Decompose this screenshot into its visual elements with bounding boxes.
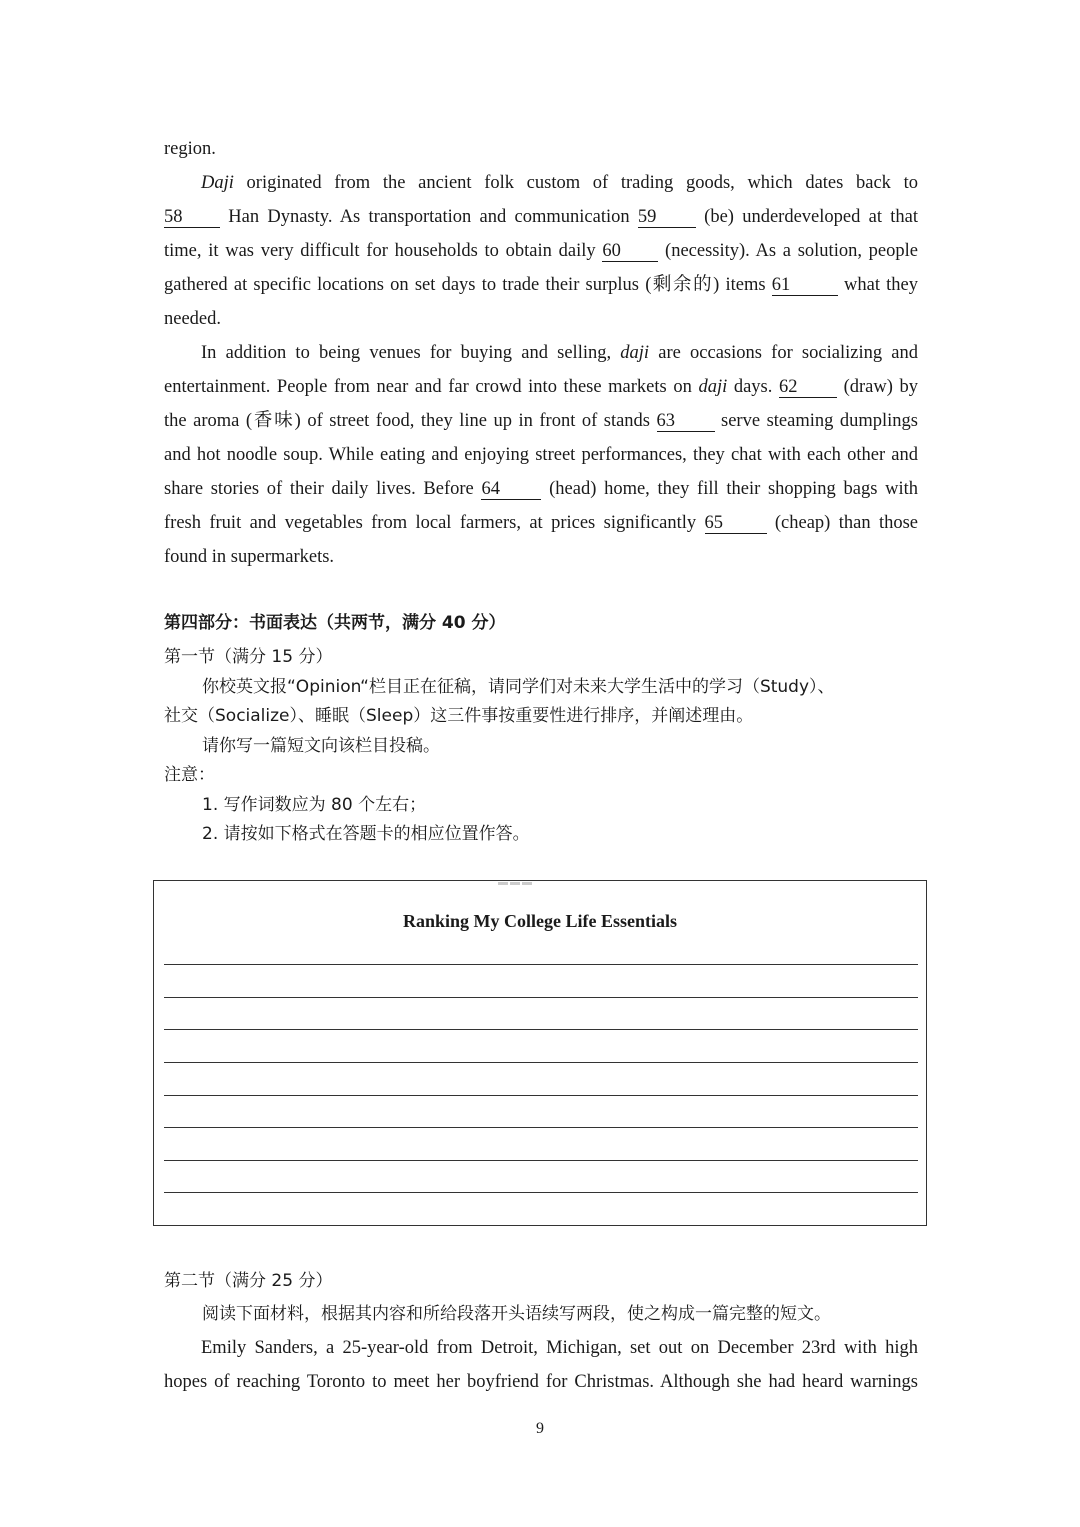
decorative-dots: ▬▬▬ [498, 877, 534, 888]
instruction-line: 阅读下面材料，根据其内容和所给段落开头语续写两段，使之构成一篇完整的短文。 [202, 1304, 831, 1324]
subsection-title: 第一节（满分 15 分） [164, 647, 333, 667]
writing-line [164, 1095, 918, 1096]
note-label: 注意： [164, 765, 215, 785]
writing-line [164, 1192, 918, 1193]
passage-line: found in supermarkets. [164, 547, 335, 567]
passage-line: needed. [164, 309, 222, 329]
blank-59: 59 [638, 207, 696, 228]
answer-box [153, 880, 927, 1226]
emphasis-text: daji [620, 343, 650, 363]
blank-60: 60 [602, 241, 658, 262]
passage-line: fresh fruit and vegetables from local farmers, at prices significantly 65 (cheap) than those [164, 513, 919, 533]
passage-line: entertainment. People from near and far crowd into these markets on daji days. 62 (draw) by [164, 377, 918, 397]
writing-line [164, 997, 918, 998]
blank-61: 61 [772, 275, 838, 296]
blank-63: 63 [657, 411, 715, 432]
instruction-line: 请你写一篇短文向该栏目投稿。 [202, 736, 440, 756]
passage-line: time, it was very difficult for households to obtain daily 60 (necessity). As a solution, people [164, 241, 918, 261]
passage-line: Emily Sanders, a 25-year-old from Detroit, Michigan, set out on December 23rd with high [201, 1338, 918, 1358]
answer-box-title: Ranking My College Life Essentials [402, 911, 677, 931]
blank-65: 65 [705, 513, 767, 534]
writing-line [164, 1062, 918, 1063]
passage-line: region. [164, 139, 216, 159]
section-heading: 第四部分：书面表达（共两节，满分 40 分） [164, 613, 506, 633]
note-item: 2. 请按如下格式在答题卡的相应位置作答。 [202, 824, 530, 844]
passage-line: hopes of reaching Toronto to meet her boyfriend for Christmas. Although she had heard warnings [164, 1372, 918, 1392]
passage-line: and hot noodle soup. While eating and enjoying street performances, they chat with each other and [164, 445, 918, 465]
writing-line [164, 1029, 918, 1030]
instruction-line: 你校英文报“Opinion“栏目正在征稿，请同学们对未来大学生活中的学习（Study）、 [202, 677, 835, 697]
passage-line: Daji originated from the ancient folk custom of trading goods, which dates back to [201, 173, 918, 193]
page-number: 9 [536, 1420, 544, 1437]
passage-line: share stories of their daily lives. Before 64 (head) home, they fill their shopping bags with [164, 479, 918, 499]
blank-64: 64 [481, 479, 541, 500]
blank-62: 62 [779, 377, 837, 398]
note-item: 1. 写作词数应为 80 个左右； [202, 795, 427, 815]
writing-line [164, 1127, 918, 1128]
emphasis-text: daji [698, 377, 728, 397]
passage-line: 58 Han Dynasty. As transportation and communication 59 (be) underdeveloped at that [164, 207, 918, 227]
emphasis-text: Daji [201, 173, 234, 193]
passage-line: the aroma (香味) of street food, they line up in front of stands 63 serve steaming dumplings [164, 411, 918, 431]
passage-line: gathered at specific locations on set days to trade their surplus (剩余的) items 61 what they [164, 275, 919, 295]
passage-line: In addition to being venues for buying and selling, daji are occasions for socializing and [201, 343, 918, 363]
instruction-line: 社交（Socialize）、睡眠（Sleep）这三件事按重要性进行排序，并阐述理由。 [164, 706, 754, 726]
subsection-title: 第二节（满分 25 分） [164, 1271, 333, 1291]
writing-line [164, 1160, 918, 1161]
writing-line [164, 964, 918, 965]
blank-58: 58 [164, 207, 220, 228]
